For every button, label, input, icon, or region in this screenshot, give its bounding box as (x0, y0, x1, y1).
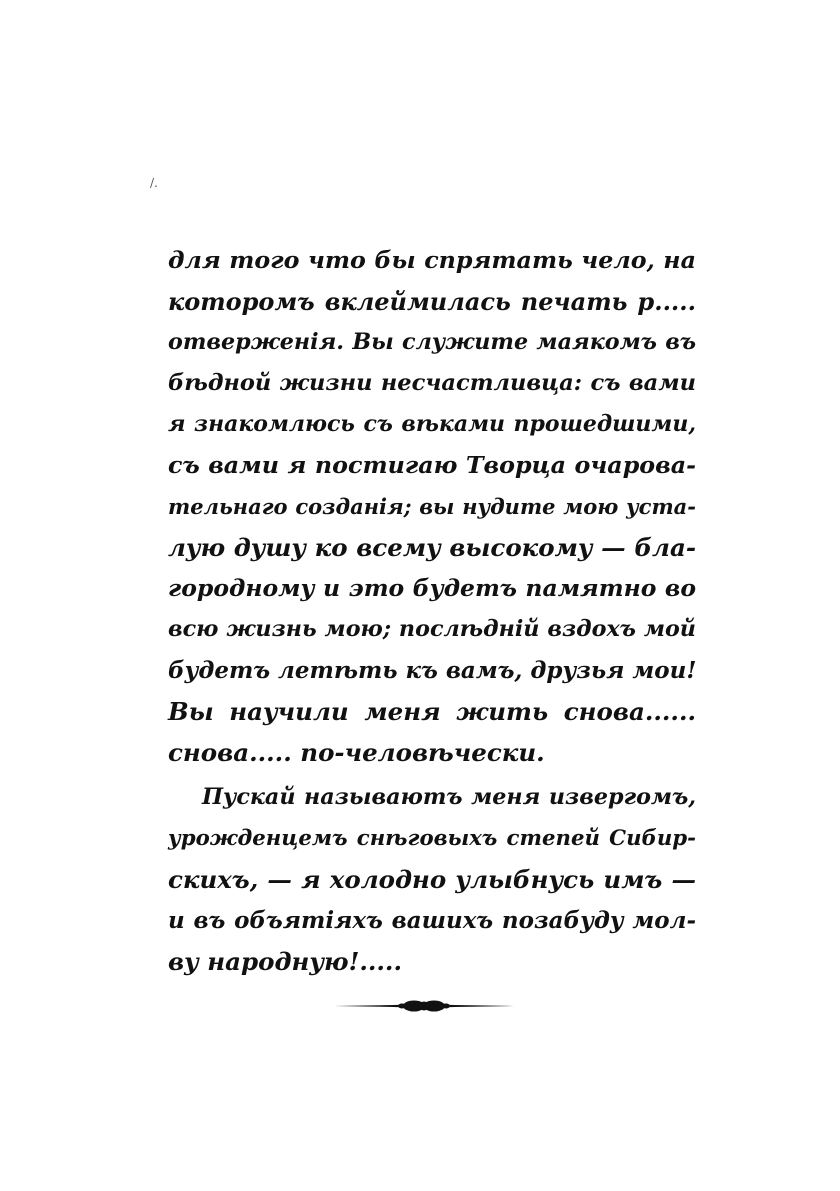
paragraph-2 (168, 777, 696, 982)
text-line: Вы научили меня жить снова...... (168, 697, 696, 726)
text-line: для того что бы спрятать чело, на (168, 246, 696, 274)
text-line: тельнаго созданія; вы нудите мою уста- (168, 494, 696, 519)
text-line: которомъ вклеймилась печать р..... (168, 287, 696, 316)
text-line: всю жизнь мою; послѣдній вздохъ мой (168, 616, 696, 642)
text-line: урожденцемъ снѣговыхъ степей Сибир- (168, 826, 696, 851)
body-text (168, 240, 696, 982)
text-line: будетъ летѣть къ вамъ, друзья мои! (168, 657, 697, 684)
text-line: я знакомлюсь съ вѣками прошедшими, (168, 411, 696, 437)
text-line: снова..... по-человѣчески. (168, 738, 545, 767)
text-line: съ вами я постигаю Творца очарова- (168, 451, 696, 479)
text-line: лую душу ко всему высокому — бла- (168, 533, 696, 562)
text-line: Пускай называютъ меня извергомъ, (202, 784, 696, 810)
text-line: бѣдной жизни несчастливца: съ вами (168, 370, 696, 396)
paragraph-1 (168, 240, 696, 773)
text-line: ву народную!..... (168, 947, 402, 976)
tailpiece-ornament (332, 995, 516, 1017)
stray-mark: /. (150, 176, 158, 190)
text-line: и въ объятіяхъ вашихъ позабуду мол- (168, 907, 696, 934)
text-line: отверженія. Вы служите маякомъ въ (168, 329, 696, 355)
text-line: городному и это будетъ памятно во (168, 574, 696, 602)
text-line: скихъ, — я холодно улыбнусь имъ — (168, 865, 696, 894)
